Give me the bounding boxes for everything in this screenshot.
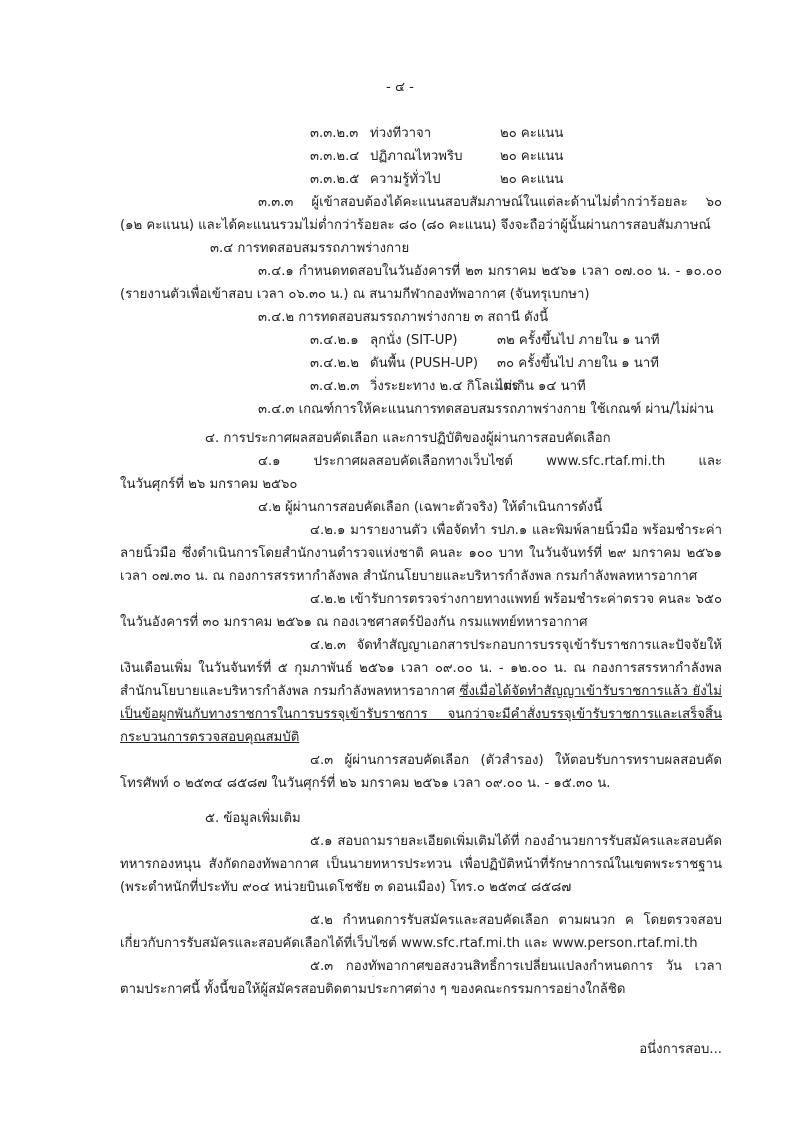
item-label: ดันพื้น (PUSH-UP): [370, 356, 479, 371]
item-label: วิ่งระยะทาง ๒.๔ กิโลเมตร: [370, 379, 519, 394]
paragraph-line: ๔.๓ ผู้ผ่านการสอบคัดเลือก (ตัวสำรอง) ให้ตอบรับการทราบผลสอบคัด: [310, 753, 722, 768]
item-label: ปฏิภาณไหวพริบ: [370, 149, 463, 164]
section-heading: ๓.๔ การทดสอบสมรรถภาพร่างกาย: [210, 241, 410, 256]
item-number: ๓.๓.๒.๕: [310, 172, 360, 187]
underlined-line: กระบวนการตรวจสอบคุณสมบัติ: [120, 730, 300, 745]
paragraph-line: ๓.๔.๓ เกณฑ์การให้คะแนนการทดสอบสมรรถภาพร่างกาย ใช้เกณฑ์ ผ่าน/ไม่ผ่าน: [258, 402, 714, 417]
item-number: ๓.๔.๒.๓: [310, 379, 360, 394]
item-number: ๓.๔.๒.๑: [310, 333, 359, 348]
paragraph-line: ๕.๓ กองทัพอากาศขอสงวนสิทธิ์การเปลี่ยนแปลงกำหนดการ วัน เวลา: [310, 959, 722, 974]
item-criteria: ๓๒ ครั้งขึ้นไป ภายใน ๑ นาที: [497, 333, 660, 348]
paragraph-line: (พระตำหนักที่ประทับ ๙๐๔ หน่วยบินเดโชชัย ๓ ดอนเมือง) โทร.๐ ๒๕๓๔ ๘๕๘๗: [120, 880, 572, 895]
paragraph-line: ๔.๒.๒ เข้ารับการตรวจร่างกายทางแพทย์ พร้อมชำระค่าตรวจ คนละ ๖๕๐: [310, 592, 722, 607]
item-label: ท่วงทีวาจา: [370, 126, 432, 141]
paragraph-line: โทรศัพท์ ๐ ๒๕๓๔ ๘๕๘๗ ในวันศุกร์ที่ ๒๖ มกราคม ๒๕๖๑ เวลา ๐๙.๐๐ น. - ๑๕.๓๐ น.: [120, 776, 611, 791]
paragraph-line: ๕.๑ สอบถามรายละเอียดเพิ่มเติมได้ที่ กองอำนวยการรับสมัครและสอบคัด: [310, 834, 722, 849]
underlined-text: ซึ่งเมื่อได้จัดทำสัญญาเข้ารับราชการแล้ว ยังไม่: [459, 684, 722, 699]
section-heading: ๕. ข้อมูลเพิ่มเติม: [205, 811, 301, 826]
item-score: ๒๐ คะแนน: [500, 126, 564, 141]
paragraph-line: (๑๒ คะแนน) และได้คะแนนรวมไม่ต่ำกว่าร้อยละ ๘๐ (๘๐ คะแนน) จึงจะถือว่าผู้นั้นผ่านการสอบสัมภาษณ์: [120, 218, 711, 233]
paragraph-line: (รายงานตัวเพื่อเข้าสอบ เวลา ๐๖.๓๐ น.) ณ สนามกีฬากองทัพอากาศ (จันทรุเบกษา): [120, 287, 590, 302]
paragraph-line: ๔.๑ ประกาศผลสอบคัดเลือกทางเว็บไซต์ www.sfc.rtaf.mi.th และ: [258, 454, 722, 469]
paragraph-line: ๓.๓.๓ ผู้เข้าสอบต้องได้คะแนนสอบสัมภาษณ์ในแต่ละด้านไม่ต่ำกว่าร้อยละ ๖๐: [258, 195, 722, 210]
paragraph-line: ๔.๒.๓ จัดทำสัญญาเอกสารประกอบการบรรจุเข้ารับราชการและปัจจัยให้: [310, 638, 722, 653]
paragraph-line: ๔.๒.๑ มารายงานตัว เพื่อจัดทำ รปภ.๑ และพิมพ์ลายนิ้วมือ พร้อมชำระค่า: [310, 523, 722, 538]
item-number: ๓.๓.๒.๓: [310, 126, 359, 141]
paragraph-line: ตามประกาศนี้ ทั้งนี้ขอให้ผู้สมัครสอบติดตามประกาศต่าง ๆ ของคณะกรรมการอย่างใกล้ชิด: [120, 982, 626, 997]
item-label: ลุกนั่ง (SIT-UP): [370, 333, 458, 348]
item-score: ๒๐ คะแนน: [500, 172, 564, 187]
item-number: ๓.๔.๒.๒: [310, 356, 359, 371]
section-heading: ๔. การประกาศผลสอบคัดเลือก และการปฏิบัติของผู้ผ่านการสอบคัดเลือก: [205, 431, 611, 446]
item-label: ความรู้ทั่วไป: [370, 172, 441, 187]
item-criteria: ไม่เกิน ๑๔ นาที: [497, 379, 586, 394]
item-score: ๒๐ คะแนน: [500, 149, 564, 164]
paragraph-line: ๓.๔.๑ กำหนดทดสอบในวันอังคารที่ ๒๓ มกราคม ๒๕๖๑ เวลา ๐๗.๐๐ น. - ๑๐.๐๐: [258, 264, 722, 279]
continuation-text: อนึ่งการสอบ...: [639, 1042, 722, 1057]
paragraph-line: เกี่ยวกับการรับสมัครและสอบคัดเลือกได้ที่เว็บไซต์ www.sfc.rtaf.mi.th และ www.person.rtaf.mi.th: [120, 936, 698, 951]
paragraph-line: เวลา ๐๗.๓๐ น. ณ กองการสรรหากำลังพล สำนักนโยบายและบริหารกำลังพล กรมกำลังพลทหารอากาศ: [120, 569, 698, 584]
paragraph-line: [120, 682, 722, 702]
paragraph-line: ๔.๒ ผู้ผ่านการสอบคัดเลือก (เฉพาะตัวจริง) ให้ดำเนินการดังนี้: [258, 500, 603, 515]
paragraph-line: ในวันศุกร์ที่ ๒๖ มกราคม ๒๕๖๐: [120, 477, 298, 492]
page-number: - ๔ -: [386, 80, 414, 95]
paragraph-line: เงินเดือนเพิ่ม ในวันจันทร์ที่ ๕ กุมภาพันธ์ ๒๕๖๑ เวลา ๐๙.๐๐ น. - ๑๒.๐๐ น. ณ กองการสรรหากำลังพล: [120, 661, 722, 676]
paragraph-line: ลายนิ้วมือ ซึ่งดำเนินการโดยสำนักงานตำรวจแห่งชาติ คนละ ๑๐๐ บาท ในวันจันทร์ที่ ๒๙ มกราคม ๒๕๖๑: [120, 546, 722, 561]
text: สำนักนโยบายและบริหารกำลังพล กรมกำลังพลทหารอากาศ: [120, 684, 460, 699]
paragraph-line: ในวันอังคารที่ ๓๐ มกราคม ๒๕๖๑ ณ กองเวชศาสตร์ป้องกัน กรมแพทย์ทหารอากาศ: [120, 615, 588, 630]
paragraph-line: ๕.๒ กำหนดการรับสมัครและสอบคัดเลือก ตามผนวก ค โดยตรวจสอบ: [310, 913, 722, 928]
item-criteria: ๓๐ ครั้งขึ้นไป ภายใน ๑ นาที: [497, 356, 659, 371]
item-number: ๓.๓.๒.๔: [310, 149, 360, 164]
paragraph-line: ๓.๔.๒ การทดสอบสมรรถภาพร่างกาย ๓ สถานี ดังนี้: [258, 310, 549, 325]
paragraph-line: ทหารกองหนุน สังกัดกองทัพอากาศ เป็นนายทหารประทวน เพื่อปฏิบัติหน้าที่รักษาการณ์ในเขตพระราชฐาน: [120, 857, 722, 872]
underlined-line: เป็นข้อผูกพันกับทางราชการในการบรรจุเข้ารับราชการ จนกว่าจะมีคำสั่งบรรจุเข้ารับราชการและเสร็จสิ้น: [120, 707, 722, 722]
